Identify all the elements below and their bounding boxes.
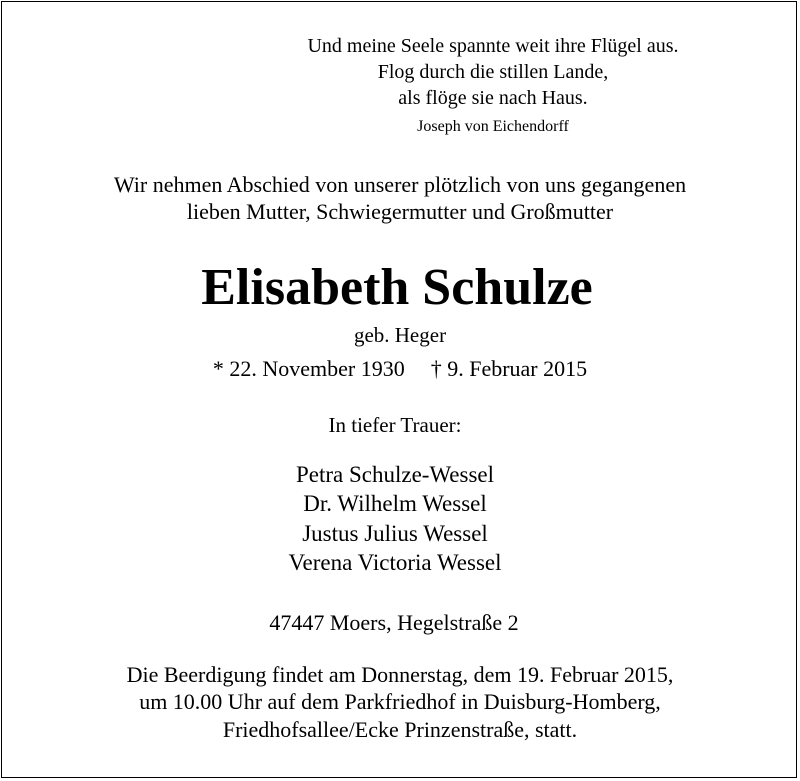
poem-line-2: Flog durch die stillen Lande, bbox=[377, 61, 609, 83]
mourning-heading: In tiefer Trauer: bbox=[328, 413, 462, 437]
poem-author: Joseph von Eichendorff bbox=[417, 118, 569, 135]
mourner-name: Petra Schulze-Wessel bbox=[295, 462, 495, 487]
intro-line-1: Wir nehmen Abschied von unserer plötzlich von uns gegangenen bbox=[113, 172, 687, 197]
mourner-name: Verena Victoria Wessel bbox=[288, 550, 502, 575]
birth-date: * 22. November 1930 bbox=[212, 356, 405, 381]
funeral-line-1: Die Beerdigung findet am Donnerstag, dem 19. Februar 2015, bbox=[126, 662, 674, 687]
intro-line-2: lieben Mutter, Schwiegermutter und Großmutter bbox=[186, 199, 614, 224]
funeral-line-3: Friedhofsallee/Ecke Prinzenstraße, statt. bbox=[222, 717, 578, 742]
poem-line-3: als flöge sie nach Haus. bbox=[398, 87, 588, 109]
address: 47447 Moers, Hegelstraße 2 bbox=[269, 610, 519, 635]
funeral-line-2: um 10.00 Uhr auf dem Parkfriedhof in Duisburg-Homberg, bbox=[139, 689, 661, 714]
deceased-name: Elisabeth Schulze bbox=[201, 259, 593, 316]
mourner-name: Justus Julius Wessel bbox=[302, 521, 488, 546]
maiden-name: geb. Heger bbox=[353, 323, 447, 347]
mourner-name: Dr. Wilhelm Wessel bbox=[303, 491, 487, 516]
death-date: † 9. Februar 2015 bbox=[430, 356, 588, 381]
poem-line-1: Und meine Seele spannte weit ihre Flügel aus. bbox=[307, 35, 679, 57]
life-dates bbox=[0, 358, 800, 380]
